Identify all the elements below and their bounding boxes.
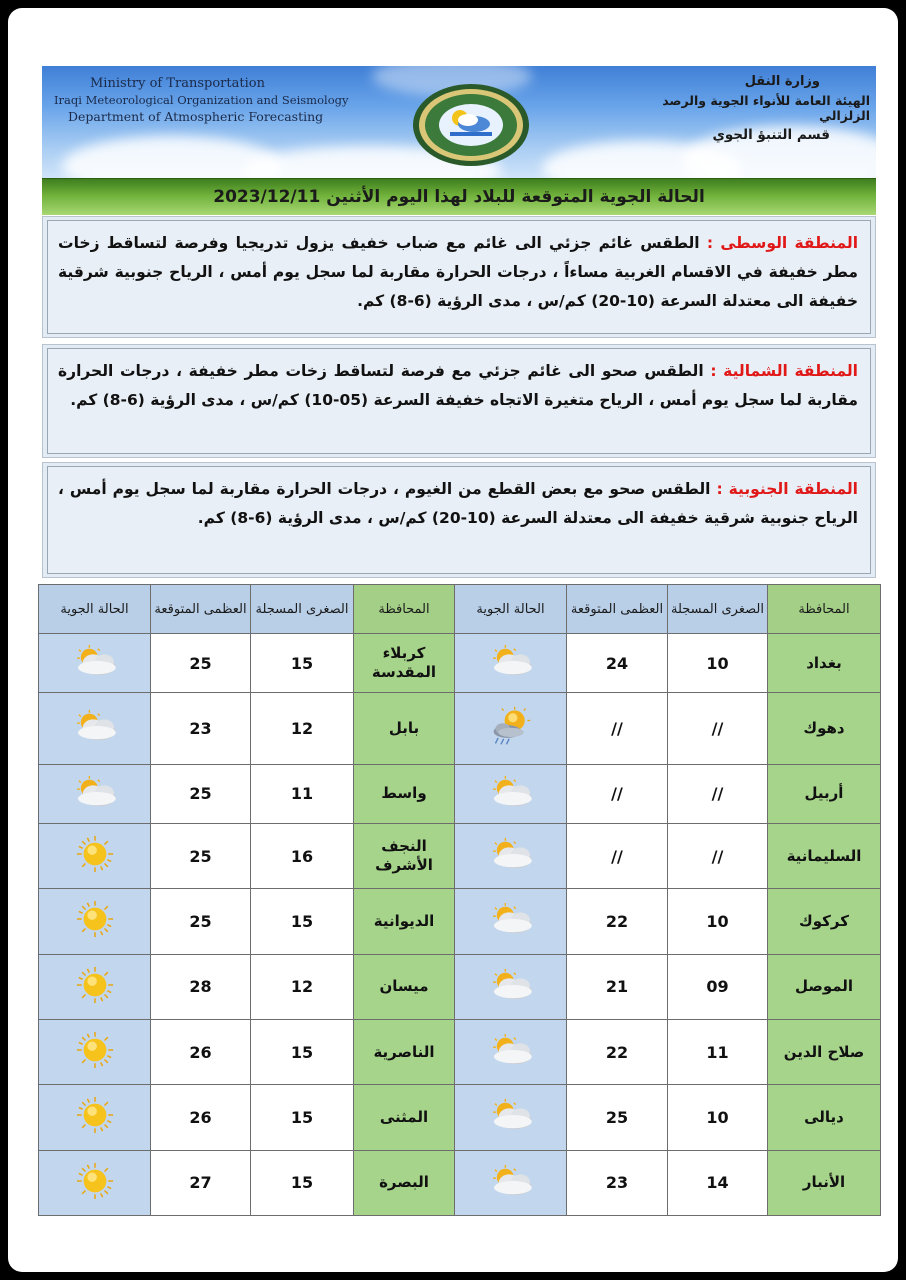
governorate-cell: واسط bbox=[354, 764, 455, 823]
governorate-cell: السليمانية bbox=[768, 823, 881, 888]
partly-cloudy-icon bbox=[484, 837, 538, 875]
weather-cell bbox=[455, 693, 567, 764]
partly-cloudy-icon bbox=[68, 709, 122, 747]
min-temp-cell: // bbox=[668, 823, 768, 888]
min-temp-cell: 15 bbox=[251, 1085, 354, 1150]
weather-cell bbox=[455, 823, 567, 888]
weather-cell bbox=[39, 1150, 151, 1215]
region-north-name: المنطقة الشمالية : bbox=[710, 362, 858, 380]
header-max: العظمى المتوقعة bbox=[567, 585, 668, 634]
header-department-ar: قسم التنبؤ الجوي bbox=[712, 127, 830, 143]
governorate-cell: صلاح الدين bbox=[768, 1019, 881, 1084]
max-temp-cell: 25 bbox=[151, 764, 251, 823]
header-min: الصغرى المسجلة bbox=[668, 585, 768, 634]
min-temp-cell: 11 bbox=[251, 764, 354, 823]
governorate-cell: الناصرية bbox=[354, 1019, 455, 1084]
partly-cloudy-icon bbox=[484, 902, 538, 940]
min-temp-cell: 12 bbox=[251, 693, 354, 764]
min-temp-cell: 10 bbox=[668, 634, 768, 693]
max-temp-cell: 22 bbox=[567, 1019, 668, 1084]
page-title: الحالة الجوية المتوقعة للبلاد لهذا اليوم الأثنين 2023/12/11 bbox=[213, 187, 705, 207]
partly-cloudy-icon bbox=[484, 1164, 538, 1202]
weather-cell bbox=[455, 889, 567, 954]
governorate-cell: كربلاء المقدسة bbox=[354, 634, 455, 693]
partly-cloudy-icon bbox=[484, 775, 538, 813]
max-temp-cell: 23 bbox=[151, 693, 251, 764]
sunny-icon bbox=[76, 1096, 114, 1138]
weather-cell bbox=[455, 954, 567, 1019]
region-central-text: الطقس غائم جزئي الى غائم مع ضباب خفيف يزول تدريجيا وفرصة لتساقط زخات مطر خفيفة في الاقسام الغربية مساءاً ، درجات الحرارة مقاربة لما سجل يوم أمس ، الرياح جنوبية شرقية خفيفة الى معتدلة السرعة (10-20) كم/س ، مدى الرؤية (6-8) كم. bbox=[58, 234, 858, 310]
weather-cell bbox=[455, 1019, 567, 1084]
governorate-cell: بغداد bbox=[768, 634, 881, 693]
table-row bbox=[39, 823, 881, 888]
region-south bbox=[42, 462, 876, 578]
sun-cloud-rain-icon bbox=[489, 705, 533, 751]
table-row bbox=[39, 1150, 881, 1215]
max-temp-cell: 25 bbox=[567, 1085, 668, 1150]
governorate-cell: الموصل bbox=[768, 954, 881, 1019]
header-max: العظمى المتوقعة bbox=[151, 585, 251, 634]
organization-seal-icon bbox=[410, 82, 532, 168]
max-temp-cell: 28 bbox=[151, 954, 251, 1019]
header-weather: الحالة الجوية bbox=[455, 585, 567, 634]
table-row bbox=[39, 1019, 881, 1084]
max-temp-cell: 25 bbox=[151, 889, 251, 954]
region-central bbox=[42, 216, 876, 338]
partly-cloudy-icon bbox=[484, 1033, 538, 1071]
header-banner bbox=[42, 66, 876, 184]
governorate-cell: كركوك bbox=[768, 889, 881, 954]
table-row bbox=[39, 764, 881, 823]
min-temp-cell: 10 bbox=[668, 889, 768, 954]
header-department-en: Department of Atmospheric Forecasting bbox=[68, 109, 324, 124]
min-temp-cell: 12 bbox=[251, 954, 354, 1019]
governorate-cell: الأنبار bbox=[768, 1150, 881, 1215]
min-temp-cell: 15 bbox=[251, 1019, 354, 1084]
header-ministry-en: Ministry of Transportation bbox=[90, 76, 265, 91]
region-south-text: الطقس صحو مع بعض القطع من الغيوم ، درجات الحرارة مقاربة لما سجل يوم أمس ، الرياح جنوبية شرقية خفيفة الى معتدلة السرعة (10-20) كم/س ، مدى الرؤية (6-8) كم. bbox=[58, 480, 858, 527]
partly-cloudy-icon bbox=[484, 1098, 538, 1136]
forecast-document bbox=[8, 8, 898, 1272]
table-row bbox=[39, 954, 881, 1019]
partly-cloudy-icon bbox=[68, 644, 122, 682]
table-row bbox=[39, 1085, 881, 1150]
max-temp-cell: 23 bbox=[567, 1150, 668, 1215]
weather-cell bbox=[39, 823, 151, 888]
weather-cell bbox=[455, 1150, 567, 1215]
max-temp-cell: 21 bbox=[567, 954, 668, 1019]
weather-cell bbox=[39, 1085, 151, 1150]
region-north-text: الطقس صحو الى غائم جزئي مع فرصة لتساقط زخات مطر خفيفة ، درجات الحرارة مقاربة لما سجل يوم أمس ، الرياح متغيرة الاتجاه خفيفة السرعة (05-10) كم/س ، مدى الرؤية (6-8) كم. bbox=[58, 362, 858, 409]
max-temp-cell: 26 bbox=[151, 1085, 251, 1150]
region-south-name: المنطقة الجنوبية : bbox=[716, 480, 858, 498]
forecast-table bbox=[38, 584, 881, 1216]
weather-cell bbox=[455, 1085, 567, 1150]
table-row bbox=[39, 693, 881, 764]
table-header-row bbox=[39, 585, 881, 634]
governorate-cell: البصرة bbox=[354, 1150, 455, 1215]
governorate-cell: بابل bbox=[354, 693, 455, 764]
governorate-cell: ديالى bbox=[768, 1085, 881, 1150]
region-central-name: المنطقة الوسطى : bbox=[706, 234, 859, 252]
min-temp-cell: 10 bbox=[668, 1085, 768, 1150]
header-arabic bbox=[610, 74, 870, 143]
min-temp-cell: // bbox=[668, 693, 768, 764]
max-temp-cell: 25 bbox=[151, 634, 251, 693]
weather-cell bbox=[39, 889, 151, 954]
header-organization-en: Iraqi Meteorological Organization and Seismology bbox=[54, 93, 349, 107]
max-temp-cell: // bbox=[567, 693, 668, 764]
weather-cell bbox=[455, 634, 567, 693]
governorate-cell: أربيل bbox=[768, 764, 881, 823]
weather-cell bbox=[39, 764, 151, 823]
sunny-icon bbox=[76, 900, 114, 942]
max-temp-cell: 24 bbox=[567, 634, 668, 693]
governorate-cell: المثنى bbox=[354, 1085, 455, 1150]
max-temp-cell: // bbox=[567, 764, 668, 823]
governorate-cell: النجف الأشرف bbox=[354, 823, 455, 888]
weather-cell bbox=[39, 954, 151, 1019]
min-temp-cell: 15 bbox=[251, 889, 354, 954]
governorate-cell: الديوانية bbox=[354, 889, 455, 954]
max-temp-cell: // bbox=[567, 823, 668, 888]
min-temp-cell: 16 bbox=[251, 823, 354, 888]
header-min: الصغرى المسجلة bbox=[251, 585, 354, 634]
region-north bbox=[42, 344, 876, 458]
sunny-icon bbox=[76, 1162, 114, 1204]
min-temp-cell: 15 bbox=[251, 634, 354, 693]
weather-cell bbox=[39, 634, 151, 693]
max-temp-cell: 27 bbox=[151, 1150, 251, 1215]
header-governorate: المحافظة bbox=[354, 585, 455, 634]
weather-cell bbox=[39, 1019, 151, 1084]
header-ministry-ar: وزارة النقل bbox=[744, 74, 820, 89]
min-temp-cell: 11 bbox=[668, 1019, 768, 1084]
sunny-icon bbox=[76, 966, 114, 1008]
partly-cloudy-icon bbox=[484, 968, 538, 1006]
min-temp-cell: // bbox=[668, 764, 768, 823]
weather-cell bbox=[455, 764, 567, 823]
header-english bbox=[54, 76, 354, 124]
max-temp-cell: 22 bbox=[567, 889, 668, 954]
min-temp-cell: 14 bbox=[668, 1150, 768, 1215]
min-temp-cell: 09 bbox=[668, 954, 768, 1019]
min-temp-cell: 15 bbox=[251, 1150, 354, 1215]
governorate-cell: دهوك bbox=[768, 693, 881, 764]
partly-cloudy-icon bbox=[68, 775, 122, 813]
partly-cloudy-icon bbox=[484, 644, 538, 682]
sunny-icon bbox=[76, 835, 114, 877]
max-temp-cell: 25 bbox=[151, 823, 251, 888]
sunny-icon bbox=[76, 1031, 114, 1073]
header-organization-ar: الهيئة العامة للأنواء الجوية والرصد الزلزالي bbox=[662, 93, 870, 123]
table-row bbox=[39, 889, 881, 954]
title-bar bbox=[42, 178, 876, 215]
header-governorate: المحافظة bbox=[768, 585, 881, 634]
header-weather: الحالة الجوية bbox=[39, 585, 151, 634]
max-temp-cell: 26 bbox=[151, 1019, 251, 1084]
table-row bbox=[39, 634, 881, 693]
weather-cell bbox=[39, 693, 151, 764]
governorate-cell: ميسان bbox=[354, 954, 455, 1019]
